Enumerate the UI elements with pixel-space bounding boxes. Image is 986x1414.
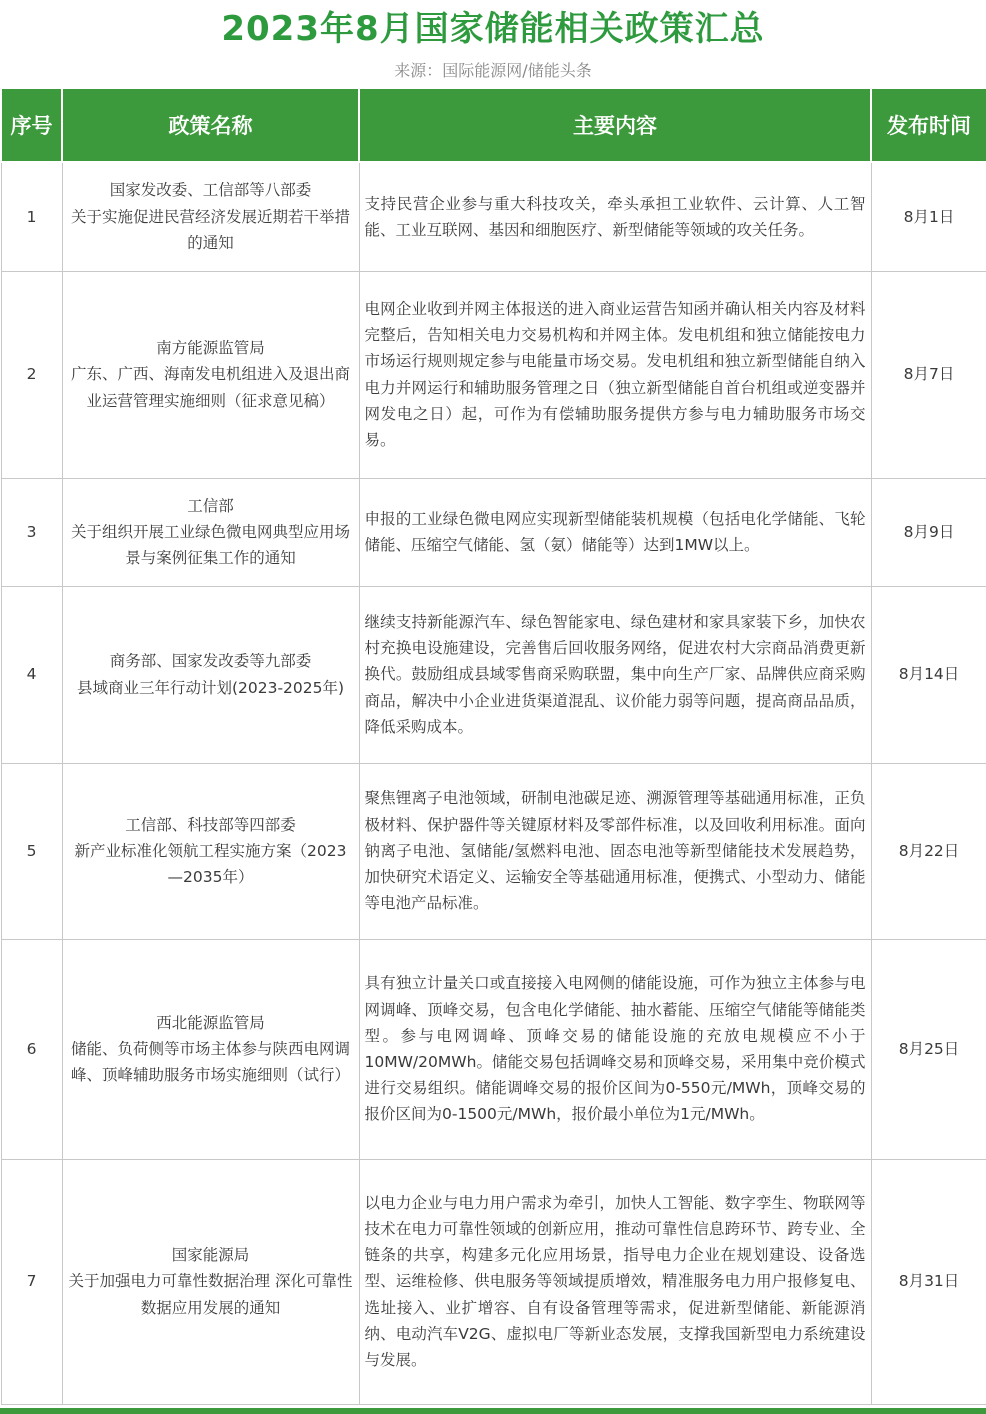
content-cell: 聚焦锂离子电池领域，研制电池碳足迹、溯源管理等基础通用标准，正负极材料、保护器件等关键原材料及零部件标准，以及回收利用标准。面向钠离子电池、氢储能/氢燃料电池、固态电池等新型储能技术发展趋势，加快研究术语定义、运输安全等基础通用标准，便携式、小型动力、储能等电池产品标准。 <box>359 763 871 939</box>
policy-issuer: 工信部 <box>187 496 234 515</box>
content-cell: 支持民营企业参与重大科技攻关，牵头承担工业软件、云计算、人工智能、工业互联网、基因和细胞医疗、新型储能等领域的攻关任务。 <box>359 162 871 271</box>
content-cell: 具有独立计量关口或直接接入电网侧的储能设施，可作为独立主体参与电网调峰、顶峰交易，包含电化学储能、抽水蓄能、压缩空气储能等储能类型。参与电网调峰、顶峰交易的储能设施的充放电规模应不小于 10MW/20MWh。储能交易包括调峰交易和顶峰交易，采用集中竞价模式进行交易组织。储能调峰交易的报价区间为0-550元/MWh，顶峰交易的报价区间为0-1500元/MWh，报价最小单位为1元/MWh。 <box>359 939 871 1159</box>
table-row <box>1 271 986 478</box>
policy-title: 储能、负荷侧等市场主体参与陕西电网调峰、顶峰辅助服务市场实施细则（试行） <box>70 1039 350 1085</box>
policy-issuer: 南方能源监管局 <box>156 339 265 358</box>
table-header-row <box>1 88 986 162</box>
table-row <box>1 162 986 271</box>
table-row <box>1 939 986 1159</box>
policy-name-cell <box>62 271 359 478</box>
policy-name-cell <box>62 162 359 271</box>
release-date: 8月25日 <box>871 939 986 1159</box>
policy-title: 广东、广西、海南发电机组进入及退出商业运营管理实施细则（征求意见稿） <box>70 365 350 410</box>
policy-issuer: 工信部、科技部等四部委 <box>125 815 296 834</box>
release-date: 8月9日 <box>871 478 986 586</box>
bottom-bar <box>0 1408 986 1414</box>
policy-name-cell <box>62 939 359 1159</box>
header-release-date: 发布时间 <box>871 88 986 162</box>
policy-title: 县域商业三年行动计划(2023-2025年) <box>76 678 345 697</box>
header-serial-number: 序号 <box>1 88 62 162</box>
release-date: 8月1日 <box>871 162 986 271</box>
table-row <box>1 478 986 586</box>
release-date: 8月22日 <box>871 763 986 939</box>
row-number: 3 <box>1 478 62 586</box>
content-cell: 申报的工业绿色微电网应实现新型储能装机规模（包括电化学储能、飞轮储能、压缩空气储能、氢（氨）储能等）达到1MW以上。 <box>359 478 871 586</box>
content-cell: 以电力企业与电力用户需求为牵引，加快人工智能、数字孪生、物联网等技术在电力可靠性领域的创新应用，推动可靠性信息跨环节、跨专业、全链条的共享，构建多元化应用场景，指导电力企业在规划建设、设备选型、运维检修、供电服务等领域提质增效，精准服务电力用户报修复电、选址接入、业扩增容、自有设备管理等需求，促进新型储能、新能源消纳、电动汽车V2G、虚拟电厂等新业态发展，支撑我国新型电力系统建设与发展。 <box>359 1159 871 1404</box>
policy-name-cell <box>62 586 359 763</box>
header-policy-name: 政策名称 <box>62 88 359 162</box>
row-number: 7 <box>1 1159 62 1404</box>
release-date: 8月7日 <box>871 271 986 478</box>
policy-issuer: 国家发改委、工信部等八部委 <box>109 181 312 200</box>
policy-name-cell <box>62 1159 359 1404</box>
table-row <box>1 586 986 763</box>
source-line: 来源：国际能源网/储能头条 <box>394 61 592 80</box>
row-number: 2 <box>1 271 62 478</box>
policy-title: 关于实施促进民营经济发展近期若干举措的通知 <box>70 207 350 252</box>
policy-name-cell <box>62 763 359 939</box>
row-number: 5 <box>1 763 62 939</box>
header-main-content: 主要内容 <box>359 88 871 162</box>
policy-title: 关于加强电力可靠性数据治理 深化可靠性数据应用发展的通知 <box>68 1272 353 1317</box>
content-cell: 继续支持新能源汽车、绿色智能家电、绿色建材和家具家装下乡，加快农村充换电设施建设，完善售后回收服务网络，促进农村大宗商品消费更新换代。鼓励组成县域零售商采购联盟，集中向生产厂家、品牌供应商采购商品，解决中小企业进货渠道混乱、议价能力弱等问题，提高商品品质，降低采购成本。 <box>359 586 871 763</box>
policy-issuer: 西北能源监管局 <box>156 1013 265 1032</box>
policy-table <box>0 87 986 1405</box>
policy-title: 新产业标准化领航工程实施方案（2023—2035年） <box>74 841 347 887</box>
page-title: 2023年8月国家储能相关政策汇总 <box>221 9 765 49</box>
policy-name-cell <box>62 478 359 586</box>
row-number: 1 <box>1 162 62 271</box>
release-date: 8月31日 <box>871 1159 986 1404</box>
row-number: 6 <box>1 939 62 1159</box>
content-cell: 电网企业收到并网主体报送的进入商业运营告知函并确认相关内容及材料完整后，告知相关电力交易机构和并网主体。发电机组和独立储能按电力市场运行规则规定参与电能量市场交易。发电机组和独立新型储能自纳入电力并网运行和辅助服务管理之日（独立新型储能自首台机组或逆变器并网发电之日）起，可作为有偿辅助服务提供方参与电力辅助服务市场交易。 <box>359 271 871 478</box>
row-number: 4 <box>1 586 62 763</box>
table-row <box>1 1159 986 1404</box>
policy-title: 关于组织开展工业绿色微电网典型应用场景与案例征集工作的通知 <box>70 522 350 568</box>
table-row <box>1 763 986 939</box>
policy-issuer: 商务部、国家发改委等九部委 <box>109 652 312 671</box>
release-date: 8月14日 <box>871 586 986 763</box>
policy-issuer: 国家能源局 <box>171 1246 250 1265</box>
